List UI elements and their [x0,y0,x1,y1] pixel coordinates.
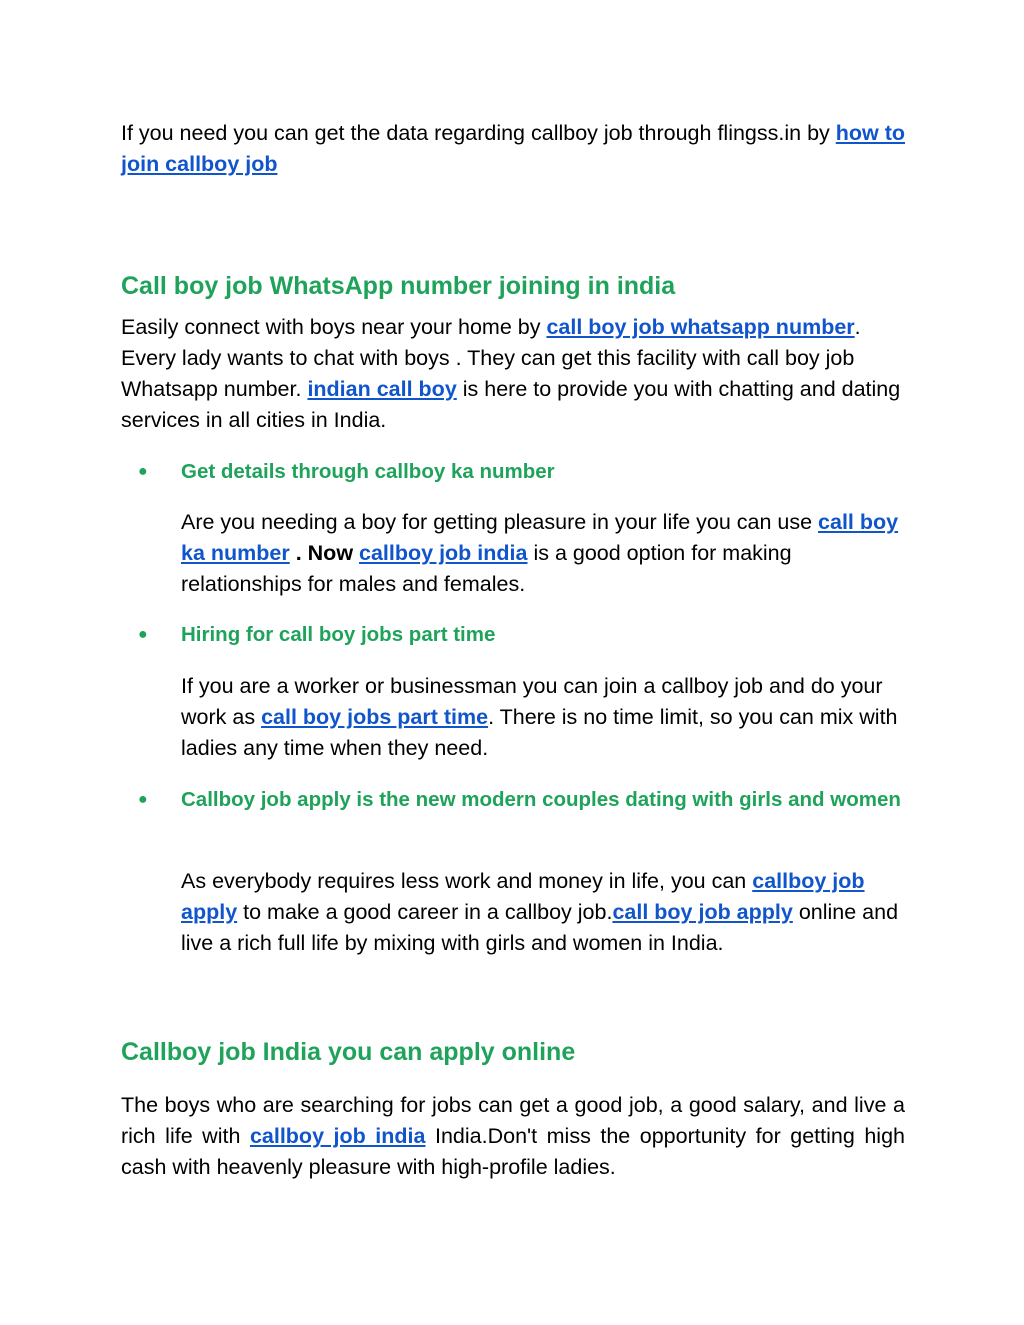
intro-paragraph [121,118,905,180]
bullet1-text-2: . Now [289,541,360,565]
bullet3-text-1: As everybody requires less work and money in life, you can [181,869,753,893]
bullet2-heading: Hiring for call boy jobs part time [181,623,496,646]
section2-heading: Callboy job India you can apply online [121,1038,576,1066]
section1-heading: Call boy job WhatsApp number joining in india [121,272,676,300]
bullet1-text-3: is a good option for making relationships for males and females. [181,541,792,596]
bullet2-paragraph [181,671,905,764]
callboy-job-india-link[interactable]: callboy job india [359,541,528,565]
intro-text: If you need you can get the data regarding callboy job through flingss.in by [121,121,836,145]
bullet3-heading: Callboy job apply is the new modern couples dating with girls and women [181,788,901,811]
bullet1-paragraph [181,507,905,600]
bullet3-text-2: to make a good career in a callboy job. [237,900,613,924]
bullet-marker: ● [138,791,148,808]
bullet2-text-2: . There is no time limit, so you can mix with ladies any time when they need. [181,705,898,760]
section2-text-2: India.Don't miss the opportunity for getting high cash with heavenly pleasure with high-profile ladies. [121,1124,905,1179]
callboy-job-apply-link[interactable]: callboy job apply [181,869,865,924]
bullet-marker: ● [138,463,148,480]
part-time-link[interactable]: call boy jobs part time [261,705,489,729]
section2-paragraph [121,1090,905,1183]
section1-text-2: . Every lady wants to chat with boys . They can get this facility with call boy job Whatsapp number. [121,315,861,401]
section2-text-1: The boys who are searching for jobs can get a good job, a good salary, and live a rich life with [121,1093,905,1148]
section1-text-1: Easily connect with boys near your home by [121,315,547,339]
bullet1-text-1: Are you needing a boy for getting pleasure in your life you can use [181,510,819,534]
bullet1-heading: Get details through callboy ka number [181,460,555,483]
indian-call-boy-link[interactable]: indian call boy [307,377,457,401]
bullet-marker: ● [138,626,148,643]
section1-paragraph [121,312,905,436]
section1-text-3: is here to provide you with chatting and dating services in all cities in India. [121,377,901,432]
call-boy-job-apply-link[interactable]: call boy job apply [612,900,793,924]
bullet3-paragraph [181,866,905,959]
callboy-job-india-link-2[interactable]: callboy job india [249,1124,426,1148]
how-to-join-link[interactable]: how to join callboy job [121,121,906,176]
bullet3-text-3: online and live a rich full life by mixing with girls and women in India. [181,900,899,955]
bullet2-text-1: If you are a worker or businessman you can join a callboy job and do your work as [181,674,883,729]
call-boy-ka-number-link[interactable]: call boy ka number [181,510,899,565]
whatsapp-number-link[interactable]: call boy job whatsapp number [546,315,855,339]
